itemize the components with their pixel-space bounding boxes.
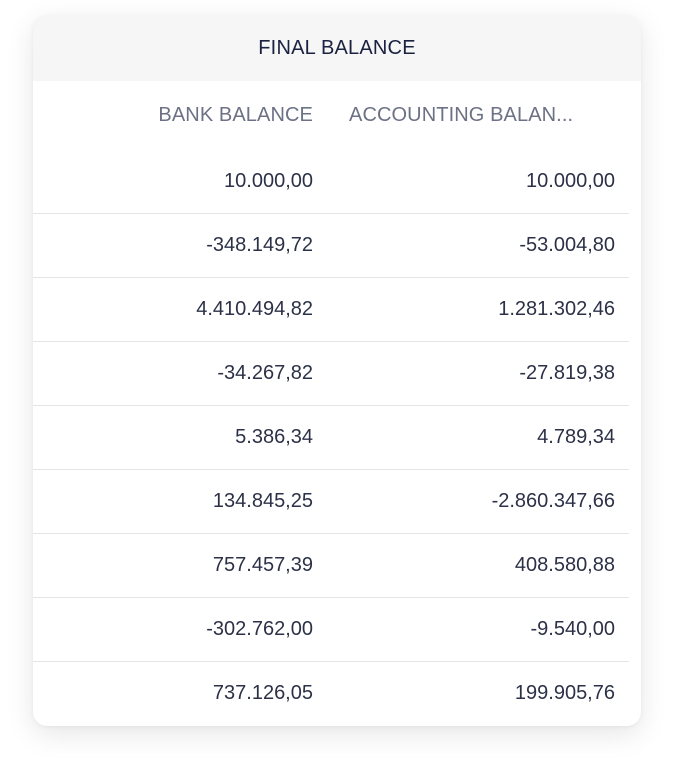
table-row	[33, 661, 629, 725]
accounting-balance-cell: 199.905,76	[514, 682, 615, 704]
table-row	[33, 277, 629, 341]
column-header-accounting-balance[interactable]	[313, 104, 629, 127]
bank-balance-cell: -34.267,82	[217, 362, 313, 384]
bank-balance-cell: 757.457,39	[212, 554, 313, 576]
column-header-bank-label: BANK BALANCE	[158, 103, 313, 126]
card-header	[33, 15, 641, 81]
bank-balance-cell: 134.845,25	[212, 490, 313, 512]
card-title: FINAL BALANCE	[258, 36, 416, 59]
column-header-accounting-label: ACCOUNTING BALAN...	[349, 103, 574, 126]
accounting-balance-cell: 408.580,88	[514, 554, 615, 576]
bank-balance-cell: 4.410.494,82	[196, 298, 313, 320]
table-row	[33, 597, 629, 661]
bank-balance-cell: 10.000,00	[224, 169, 313, 192]
bank-balance-cell: 737.126,05	[212, 682, 313, 704]
accounting-balance-cell: -9.540,00	[530, 618, 615, 640]
table-row	[33, 149, 629, 213]
table-row	[33, 469, 629, 533]
bank-balance-cell: 5.386,34	[235, 426, 313, 448]
balance-table	[33, 81, 629, 725]
table-row	[33, 405, 629, 469]
column-header-bank-balance[interactable]	[33, 104, 313, 127]
accounting-balance-cell: 1.281.302,46	[498, 298, 615, 320]
bank-balance-cell: -302.762,00	[206, 618, 313, 640]
final-balance-card	[33, 15, 641, 726]
accounting-balance-cell: -27.819,38	[519, 362, 615, 384]
accounting-balance-cell: -53.004,80	[519, 234, 615, 256]
table-row	[33, 213, 629, 277]
table-row	[33, 341, 629, 405]
accounting-balance-cell: 4.789,34	[537, 426, 615, 448]
column-header-row	[33, 81, 629, 149]
bank-balance-cell: -348.149,72	[206, 234, 313, 256]
accounting-balance-cell: -2.860.347,66	[491, 490, 615, 512]
accounting-balance-cell: 10.000,00	[526, 169, 615, 192]
table-row	[33, 533, 629, 597]
